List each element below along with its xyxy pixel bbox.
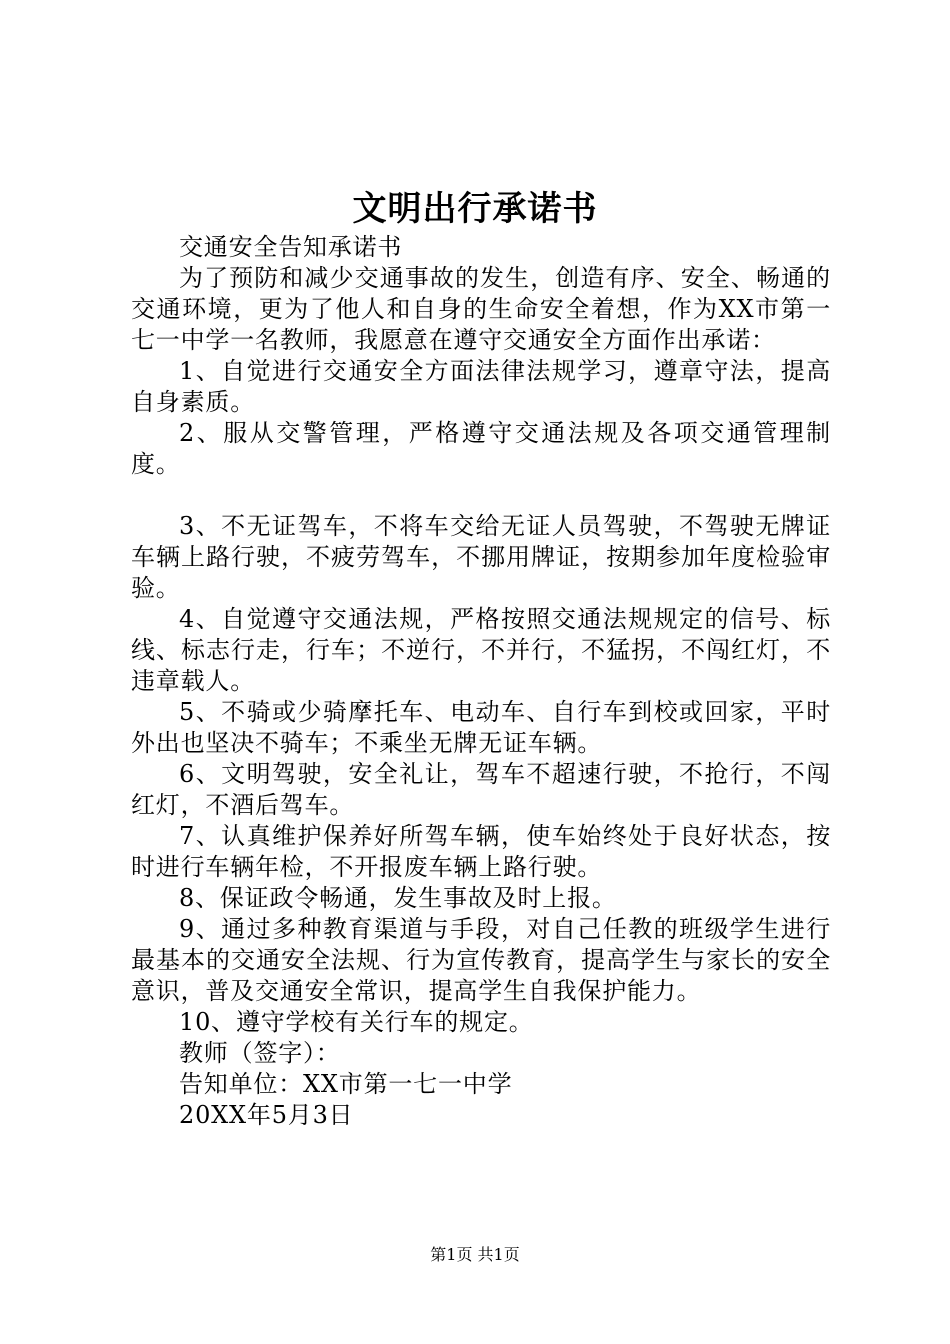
notifying-unit-line: 告知单位：XX市第一七一中学 [179, 1070, 513, 1098]
paragraph-item-4: 4、自觉遵守交通法规，严格按照交通法规规定的信号、标线、标志行走，行车；不逆行，不并行，不猛拐，不闯红灯，不违章载人。 [131, 605, 831, 695]
paragraph-heading: 交通安全告知承诺书 [179, 233, 403, 261]
paragraph-item-9: 9、通过多种教育渠道与手段，对自己任教的班级学生进行最基本的交通安全法规、行为宣传教育，提高学生与家长的安全意识，普及交通安全常识，提高学生自我保护能力。 [131, 915, 831, 1005]
paragraph-intro: 为了预防和减少交通事故的发生，创造有序、安全、畅通的交通环境，更为了他人和自身的生命安全着想，作为XX市第一七一中学一名教师，我愿意在遵守交通安全方面作出承诺： [131, 264, 831, 354]
paragraph-item-6: 6、文明驾驶，安全礼让，驾车不超速行驶，不抢行，不闯红灯，不酒后驾车。 [131, 760, 831, 819]
teacher-signature-line: 教师（签字）： [179, 1039, 341, 1067]
paragraph-item-8: 8、保证政令畅通，发生事故及时上报。 [179, 884, 617, 912]
document-body [131, 232, 831, 1131]
paragraph-item-2: 2、服从交警管理，严格遵守交通法规及各项交通管理制度。 [131, 419, 831, 478]
paragraph-item-7: 7、认真维护保养好所驾车辆，使车始终处于良好状态，按时进行车辆年检，不开报废车辆上路行驶。 [131, 822, 831, 881]
date-line: 20XX年5月3日 [179, 1101, 354, 1129]
paragraph-item-10: 10、遵守学校有关行车的规定。 [179, 1008, 534, 1036]
paragraph-item-5: 5、不骑或少骑摩托车、电动车、自行车到校或回家，平时外出也坚决不骑车；不乘坐无牌无证车辆。 [131, 698, 831, 757]
page-number-footer: 第1页 共1页 [430, 1245, 520, 1264]
blank-line [131, 480, 831, 511]
paragraph-item-3: 3、不无证驾车，不将车交给无证人员驾驶，不驾驶无牌证车辆上路行驶，不疲劳驾车，不挪用牌证，按期参加年度检验审验。 [131, 512, 831, 602]
document-title: 文明出行承诺书 [352, 189, 598, 229]
paragraph-item-1: 1、自觉进行交通安全方面法律法规学习，遵章守法，提高自身素质。 [131, 357, 831, 416]
